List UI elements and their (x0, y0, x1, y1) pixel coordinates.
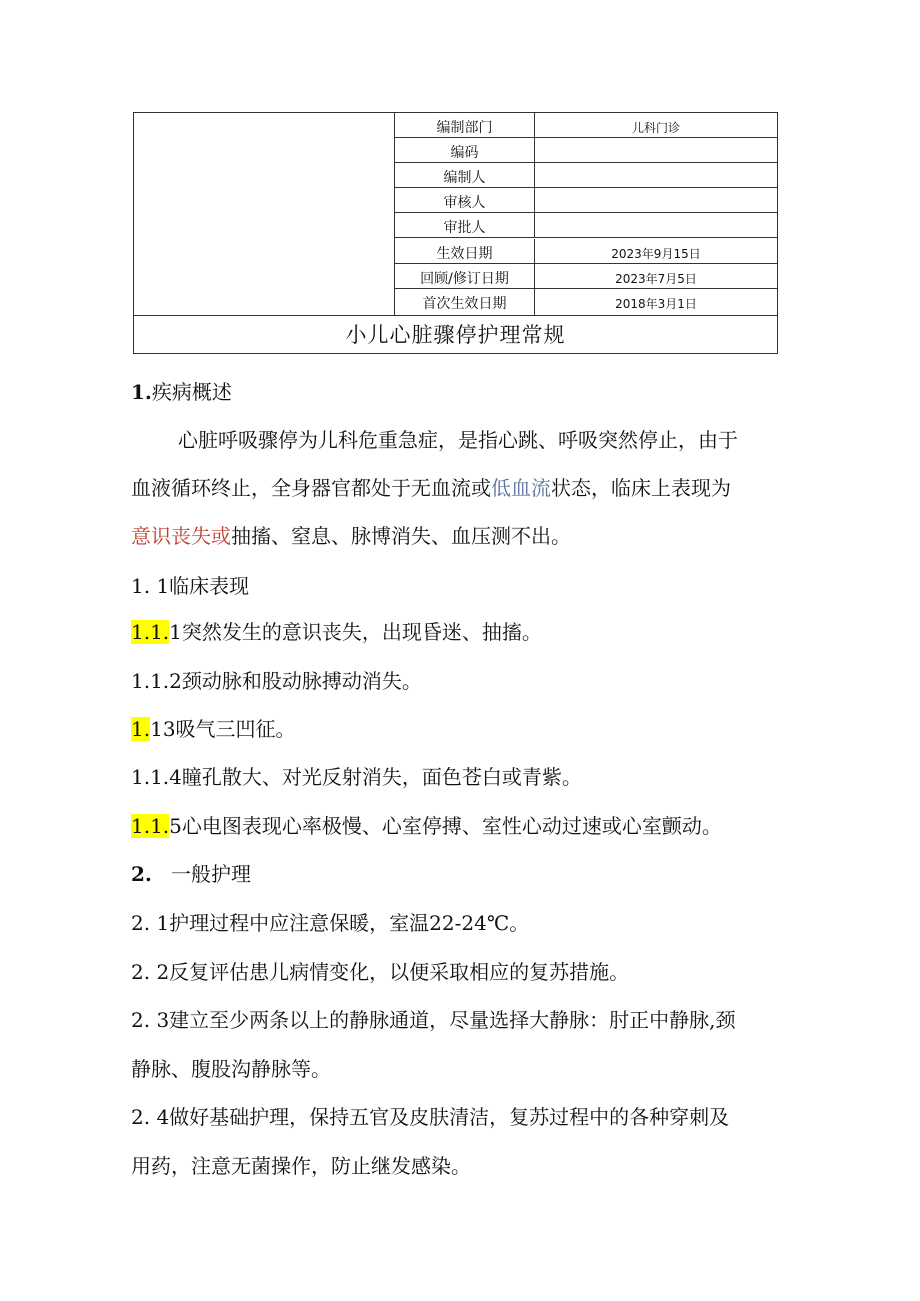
overview-line-2 (131, 472, 731, 501)
row-value: 2023年9月15日 (611, 247, 701, 261)
document-title: 小儿心脏骤停护理常规 (134, 315, 777, 353)
row-value (535, 138, 777, 162)
row-code (395, 138, 777, 163)
item-2-3-line-1: 2. 3建立至少两条以上的静脉通道，尽量选择大静脉：肘正中静脉,颈 (131, 1008, 736, 1032)
highlighted-number: 1. (131, 717, 151, 741)
section-2-heading (131, 858, 251, 887)
item-2-3-line-2: 静脉、腹股沟静脉等。 (131, 1057, 331, 1081)
overview-line-3 (131, 520, 571, 549)
text-span: 抽搐、窒息、脉博消失、血压测不出。 (231, 524, 571, 548)
logo-area (134, 113, 395, 315)
row-approver (395, 213, 777, 238)
row-author (395, 163, 777, 188)
highlighted-number: 1.1. (131, 814, 170, 838)
overview-line-1: 心脏呼吸骤停为儿科危重急症，是指心跳、呼吸突然停止，由于 (178, 428, 738, 452)
section-1-heading (131, 376, 232, 405)
row-label: 首次生效日期 (395, 289, 535, 315)
row-label: 编制部门 (395, 113, 535, 137)
row-effective-date (395, 239, 777, 264)
item-text: 5心电图表现心率极慢、心室停搏、室性心动过速或心室颤动。 (169, 814, 722, 838)
section-title: 疾病概述 (151, 380, 232, 404)
item-1-1-2: 1.1.2颈动脉和股动脉搏动消失。 (131, 669, 422, 693)
document-header-table (133, 112, 778, 354)
section-title: 一般护理 (170, 862, 251, 886)
row-value: 2023年7月5日 (615, 272, 697, 286)
text-span: 状态，临床上表现为 (551, 476, 731, 500)
row-department (395, 113, 777, 138)
item-1-1-4: 1.1.4瞳孔散大、对光反射消失，面色苍白或青紫。 (131, 765, 582, 789)
row-label: 审核人 (395, 188, 535, 212)
row-first-effective-date (395, 289, 777, 315)
row-label: 生效日期 (395, 239, 535, 263)
item-1-1-1 (131, 616, 542, 645)
item-2-2: 2. 2反复评估患儿病情变化，以便采取相应的复苏措施。 (131, 960, 630, 984)
annotated-text: 意识丧失或 (131, 524, 231, 548)
row-revision-date (395, 264, 777, 289)
section-number: 2. (131, 862, 152, 886)
item-text: 13吸气三凹征。 (150, 717, 296, 741)
item-1-1-5 (131, 810, 722, 839)
row-value: 儿科门诊 (631, 121, 680, 135)
item-2-4-line-2: 用药，注意无菌操作，防止继发感染。 (131, 1154, 471, 1178)
row-reviewer (395, 188, 777, 213)
row-value: 2018年3月1日 (615, 297, 697, 311)
row-value (535, 188, 777, 212)
annotated-text: 低血流 (491, 476, 551, 500)
subsection-1-1: 1. 1临床表现 (131, 574, 250, 598)
row-label: 审批人 (395, 213, 535, 237)
item-1-1-3 (131, 713, 296, 742)
item-2-4-line-1: 2. 4做好基础护理，保持五官及皮肤清洁，复苏过程中的各种穿刺及 (131, 1105, 730, 1129)
row-label: 编码 (395, 138, 535, 162)
item-2-1: 2. 1护理过程中应注意保暖，室温22-24℃。 (131, 911, 530, 935)
row-label: 编制人 (395, 163, 535, 187)
text-span: 血液循环终止，全身器官都处于无血流或 (131, 476, 491, 500)
row-label: 回顾/修订日期 (395, 264, 535, 288)
highlighted-number: 1.1. (131, 620, 170, 644)
section-number: 1. (131, 380, 152, 404)
item-text: 1突然发生的意识丧失，出现昏迷、抽搐。 (169, 620, 542, 644)
row-value (535, 213, 777, 237)
row-value (535, 163, 777, 187)
